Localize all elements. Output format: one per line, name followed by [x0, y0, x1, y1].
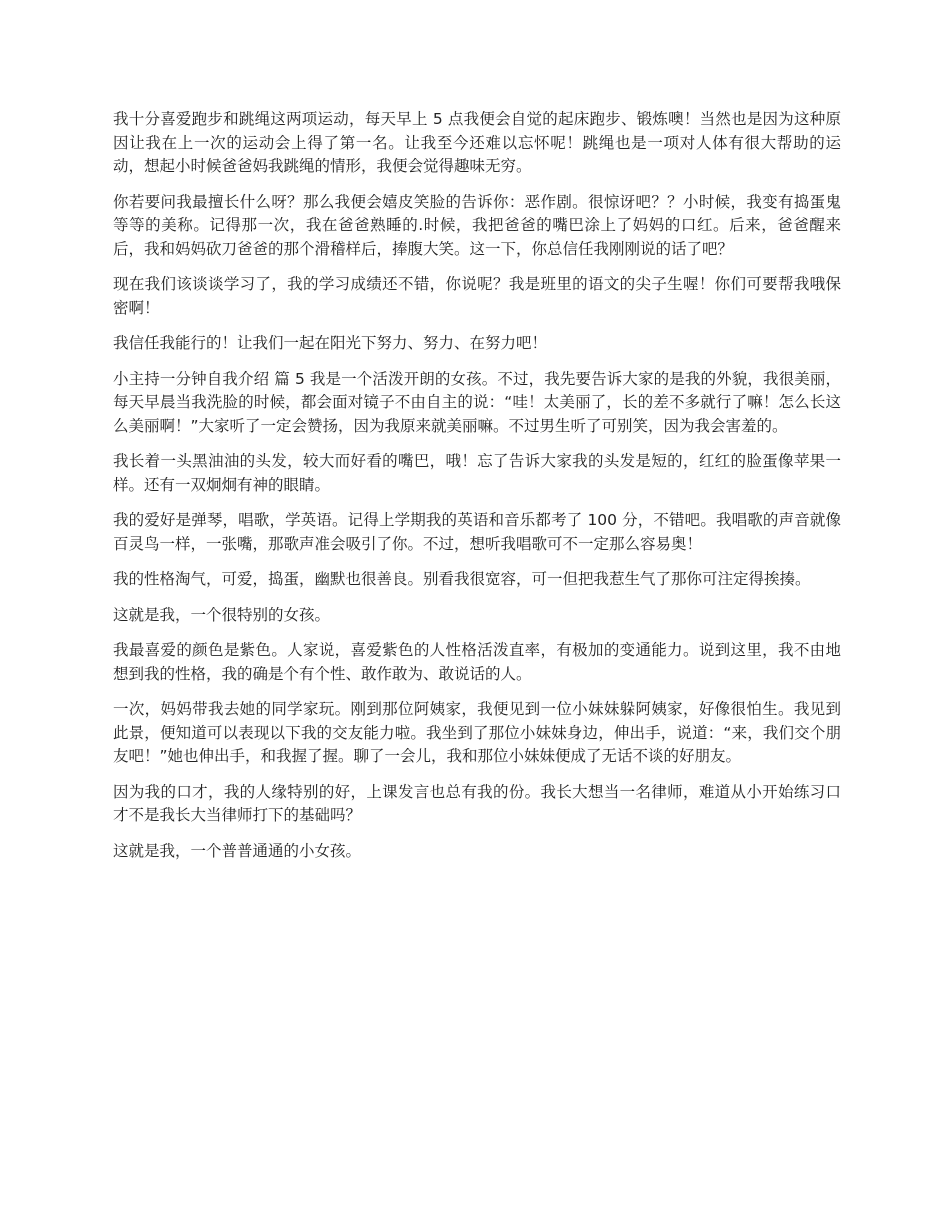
paragraph: 这就是我，一个普普通通的小女孩。 [113, 841, 362, 860]
paragraph: 我信任我能行的！让我们一起在阳光下努力、努力、在努力吧！ [113, 334, 548, 352]
document-body [113, 108, 841, 875]
paragraph: 这就是我，一个很特别的女孩。 [113, 605, 331, 624]
paragraph: 现在我们该谈谈学习了，我的学习成绩还不错，你说呢？我是班里的语文的尖子生喔！你们可要帮我哦保密啊！ [113, 275, 841, 317]
paragraph: 我的性格淘气，可爱，捣蛋，幽默也很善良。别看我很宽容，可一但把我惹生气了那你可注定得挨揍。 [113, 570, 811, 588]
paragraph: 小主持一分钟自我介绍 篇 5 我是一个活泼开朗的女孩。不过，我先要告诉大家的是我的外貌，我很美丽，每天早晨当我洗脸的时候，都会面对镜子不由自主的说：“哇！太美丽了，长的差不多就行了嘛！怎么长这么美丽啊！”大家听了一定会赞扬，因为我原来就美丽嘛。不过男生听了可别笑，因为我会害羞的。 [113, 369, 841, 435]
paragraph: 因为我的口才，我的人缘特别的好，上课发言也总有我的份。我长大想当一名律师，难道从小开始练习口才不是我长大当律师打下的基础吗？ [113, 782, 841, 824]
paragraph: 我最喜爱的颜色是紫色。人家说，喜爱紫色的人性格活泼直率，有极加的变通能力。说到这里，我不由地想到我的性格，我的确是个有个性、敢作敢为、敢说话的人。 [113, 641, 841, 683]
paragraph: 我十分喜爱跑步和跳绳这两项运动，每天早上 5 点我便会自觉的起床跑步、锻炼噢！当然也是因为这种原因让我在上一次的运动会上得了第一名。让我至今还难以忘怀呢！跳绳也是一项对人体有很大帮助的运动，想起小时候爸爸妈我跳绳的情形，我便会觉得趣味无穷。 [113, 110, 841, 175]
paragraph: 一次，妈妈带我去她的同学家玩。刚到那位阿姨家，我便见到一位小妹妹躲阿姨家，好像很怕生。我见到此景，便知道可以表现以下我的交友能力啦。我坐到了那位小妹妹身边，伸出手，说道：“来，我们交个朋友吧！”她也伸出手，和我握了握。聊了一会儿，我和那位小妹妹便成了无话不谈的好朋友。 [113, 700, 841, 765]
paragraph: 我的爱好是弹琴，唱歌，学英语。记得上学期我的英语和音乐都考了 100 分，不错吧。我唱歌的声音就像百灵鸟一样，一张嘴，那歌声准会吸引了你。不过，想听我唱歌可不一定那么容易奥！ [113, 511, 841, 553]
paragraph: 我长着一头黑油油的头发，较大而好看的嘴巴，哦！忘了告诉大家我的头发是短的，红红的脸蛋像苹果一样。还有一双炯炯有神的眼睛。 [113, 452, 841, 494]
paragraph: 你若要问我最擅长什么呀？那么我便会嬉皮笑脸的告诉你：恶作剧。很惊讶吧？？小时候，我变有捣蛋鬼等等的美称。记得那一次，我在爸爸熟睡的.时候，我把爸爸的嘴巴涂上了妈妈的口红。后来，爸爸醒来后，我和妈妈砍刀爸爸的那个滑稽样后，捧腹大笑。这一下，你总信任我刚刚说的话了吧？ [113, 192, 841, 258]
